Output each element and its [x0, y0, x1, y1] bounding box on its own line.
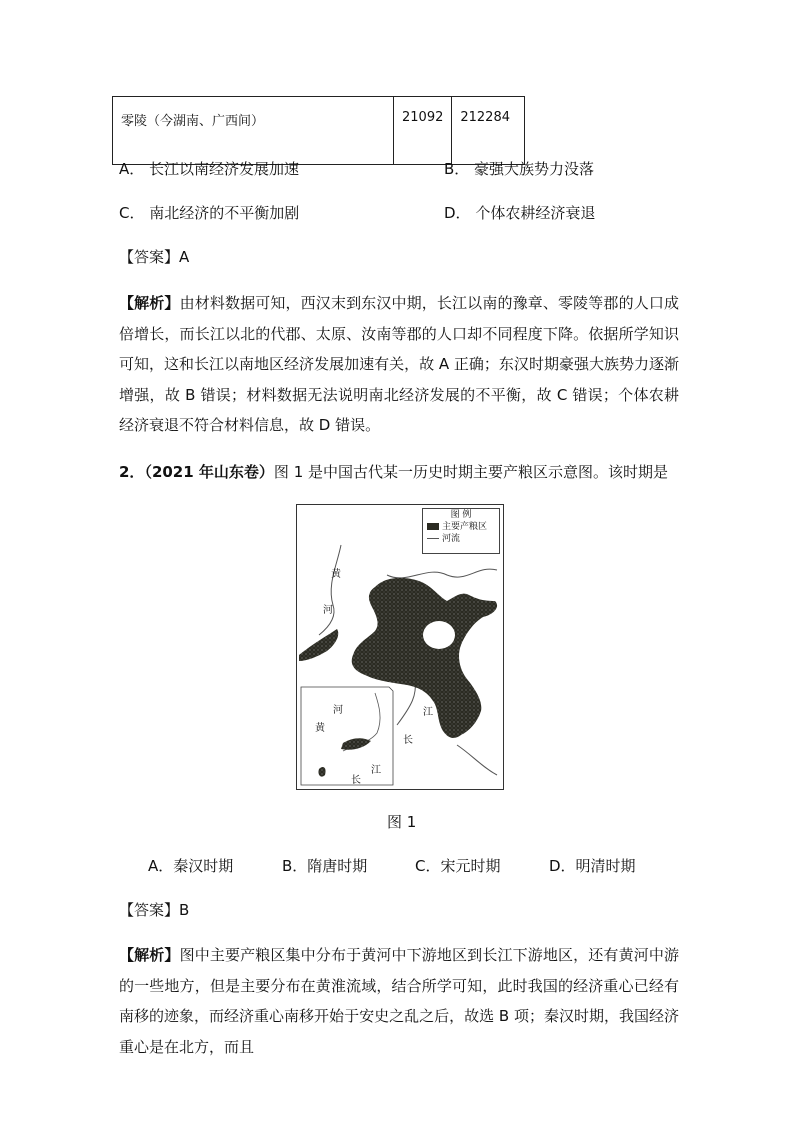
inset-grain-spot: [318, 767, 325, 777]
west-grain-region: [299, 629, 338, 661]
inset-grain-region: [341, 738, 371, 750]
lake-gap: [423, 621, 455, 649]
legend-item-grain: 主要产粮区: [423, 521, 499, 533]
q2-analysis-label: 【解析】: [119, 946, 180, 964]
q1-option-a: A． 长江以南经济发展加速: [119, 160, 300, 178]
q2-stem-text: 图 1 是中国古代某一历史时期主要产粮区示意图。该时期是: [273, 463, 669, 481]
map-label: 黄: [315, 723, 325, 734]
legend-item-river: 河流: [423, 533, 499, 545]
q2-stem: [119, 462, 668, 482]
q2-option-a: A．秦汉时期: [148, 857, 234, 875]
population-table: [112, 96, 525, 165]
map-label: 黄: [331, 569, 341, 580]
legend-title: 图 例: [450, 510, 472, 520]
q2-analysis-text: 图中主要产粮区集中分布于黄河中下游地区到长江下游地区，还有黄河中游的一些地方，但是主要分布在黄淮流域，结合所学可知，此时我国的经济重心已经有南移的迹象，而经济重心南移开始于安史之乱之后，故选 B 项；秦汉时期，我国经济重心是在北方，而且: [119, 946, 679, 1056]
map-label: 长: [403, 735, 413, 746]
q2-option-c: C．宋元时期: [415, 857, 501, 875]
map-label: 河: [333, 705, 343, 716]
river-line: [457, 745, 497, 775]
table-row: [113, 97, 525, 165]
q1-option-c: C． 南北经济的不平衡加剧: [119, 204, 300, 222]
q2-option-b: B．隋唐时期: [282, 857, 368, 875]
grain-area-map: [296, 504, 504, 790]
q2-answer: 【答案】B: [119, 901, 190, 919]
yangtze-river-line: [397, 680, 415, 725]
map-label: 江: [423, 707, 433, 718]
q2-source: （2021 年山东卷）: [144, 463, 274, 481]
region-cell: 零陵（今湖南、广西间）: [113, 97, 394, 165]
river-line: [387, 569, 497, 578]
q2-analysis: [119, 940, 679, 1062]
q1-option-b: B． 豪强大族势力没落: [444, 160, 595, 178]
figure-caption: 图 1: [387, 813, 417, 831]
river-swatch-icon: [427, 538, 439, 539]
q1-analysis: [119, 288, 679, 441]
yellow-river-line: [319, 545, 341, 635]
grain-swatch-icon: [427, 523, 439, 530]
value-cell-2: 212284: [452, 97, 525, 165]
map-label: 河: [323, 605, 333, 616]
map-label: 江: [371, 765, 381, 776]
q1-analysis-label: 【解析】: [119, 294, 180, 312]
q1-answer: 【答案】A: [119, 248, 190, 266]
value-cell-1: 21092: [394, 97, 452, 165]
q2-option-d: D．明清时期: [549, 857, 636, 875]
q1-option-d: D． 个体农耕经济衰退: [444, 204, 596, 222]
map-label: 长: [351, 775, 361, 786]
q2-number: 2．: [119, 463, 145, 481]
q1-analysis-text: 由材料数据可知，西汉末到东汉中期，长江以南的豫章、零陵等郡的人口成倍增长，而长江以北的代郡、太原、汝南等郡的人口却不同程度下降。依据所学知识可知，这和长江以南地区经济发展加速有关，故 A 正确；东汉时期豪强大族势力逐渐增强，故 B 错误；材料数据无法说明南北经济发展的不平衡，故 C 错误；个体农耕经济衰退不符合材料信息，故 D 错误。: [119, 294, 679, 434]
map-legend: [422, 508, 500, 554]
